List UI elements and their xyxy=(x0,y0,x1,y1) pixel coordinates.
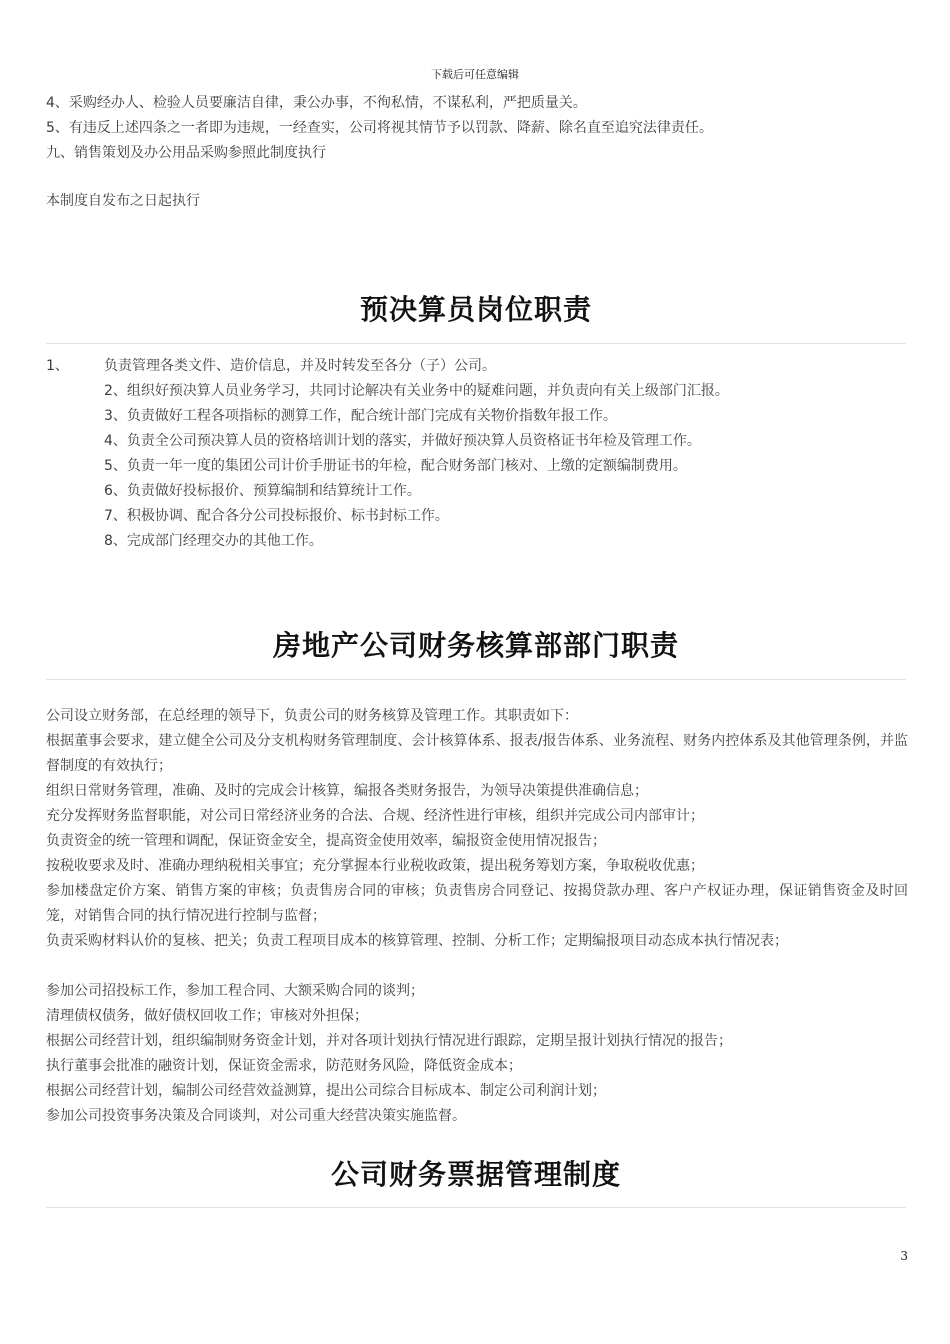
finance-duty: 根据公司经营计划，组织编制财务资金计划，并对各项计划执行情况进行跟踪，定期呈报计划执行情况的报告； xyxy=(46,1033,732,1049)
finance-duty: 参加楼盘定价方案、销售方案的审核；负责售房合同的审核；负责售房合同登记、按揭贷款办理、客户产权证办理，保证销售资金及时回笼，对销售合同的执行情况进行控制与监督； xyxy=(46,883,908,924)
duty-item-6: 6、负责做好投标报价、预算编制和结算统计工作。 xyxy=(104,483,421,499)
duty-item-5: 5、负责一年一度的集团公司计价手册证书的年检，配合财务部门核对、上缴的定额编制费用。 xyxy=(104,458,687,474)
procurement-item-5: 5、有违反上述四条之一者即为违规，一经查实，公司将视其情节予以罚款、降薪、除名直至追究法律责任。 xyxy=(46,120,713,136)
page-number: 3 xyxy=(900,1249,908,1263)
section-title-finance-dept: 房地产公司财务核算部部门职责 xyxy=(272,629,679,662)
page-header-note: 下载后可任意编辑 xyxy=(431,68,519,81)
duty-item-4: 4、负责全公司预决算人员的资格培训计划的落实，并做好预决算人员资格证书年检及管理工作。 xyxy=(104,433,701,449)
finance-duty: 根据董事会要求，建立健全公司及分支机构财务管理制度、会计核算体系、报表/报告体系、业务流程、财务内控体系及其他管理条例，并监督制度的有效执行； xyxy=(46,733,908,774)
duty-item-7: 7、积极协调、配合各分公司投标报价、标书封标工作。 xyxy=(104,508,449,524)
finance-duty: 按税收要求及时、准确办理纳税相关事宜；充分掌握本行业税收政策，提出税务筹划方案，争取税收优惠； xyxy=(46,858,704,874)
section-divider xyxy=(46,679,906,680)
procurement-item-9: 九、销售策划及办公用品采购参照此制度执行 xyxy=(46,145,326,161)
duty-item-2: 2、组织好预决算人员业务学习，共同讨论解决有关业务中的疑难问题，并负责向有关上级部门汇报。 xyxy=(104,383,729,399)
section-title-budget-officer: 预决算员岗位职责 xyxy=(359,293,592,326)
section-divider xyxy=(46,1207,906,1208)
effective-note: 本制度自发布之日起执行 xyxy=(46,193,200,209)
duty-item-8: 8、完成部门经理交办的其他工作。 xyxy=(104,533,323,549)
procurement-item-4: 4、采购经办人、检验人员要廉洁自律，秉公办事，不徇私情，不谋私利，严把质量关。 xyxy=(46,95,587,111)
duty-item-1: 负责管理各类文件、造价信息，并及时转发至各分（子）公司。 xyxy=(104,358,496,374)
finance-duty: 负责资金的统一管理和调配，保证资金安全，提高资金使用效率，编报资金使用情况报告； xyxy=(46,833,606,849)
finance-duty: 清理债权债务，做好债权回收工作；审核对外担保； xyxy=(46,1008,368,1024)
finance-duty: 根据公司经营计划，编制公司经营效益测算，提出公司综合目标成本、制定公司利润计划； xyxy=(46,1083,606,1099)
duty-item-3: 3、负责做好工程各项指标的测算工作，配合统计部门完成有关物价指数年报工作。 xyxy=(104,408,617,424)
duty-number-1: 1、 xyxy=(46,358,69,374)
finance-duty: 执行董事会批准的融资计划，保证资金需求，防范财务风险，降低资金成本； xyxy=(46,1058,522,1074)
finance-intro: 公司设立财务部，在总经理的领导下，负责公司的财务核算及管理工作。其职责如下： xyxy=(46,708,578,724)
finance-duty: 参加公司招投标工作，参加工程合同、大额采购合同的谈判； xyxy=(46,983,424,999)
finance-duty: 组织日常财务管理，准确、及时的完成会计核算，编报各类财务报告，为领导决策提供准确信息； xyxy=(46,783,648,799)
section-divider xyxy=(46,343,906,344)
section-title-invoice-management: 公司财务票据管理制度 xyxy=(330,1158,621,1191)
finance-duty: 参加公司投资事务决策及合同谈判，对公司重大经营决策实施监督。 xyxy=(46,1108,466,1124)
finance-duty: 充分发挥财务监督职能，对公司日常经济业务的合法、合规、经济性进行审核，组织并完成公司内部审计； xyxy=(46,808,704,824)
finance-duty: 负责采购材料认价的复核、把关；负责工程项目成本的核算管理、控制、分析工作；定期编报项目动态成本执行情况表； xyxy=(46,933,788,949)
